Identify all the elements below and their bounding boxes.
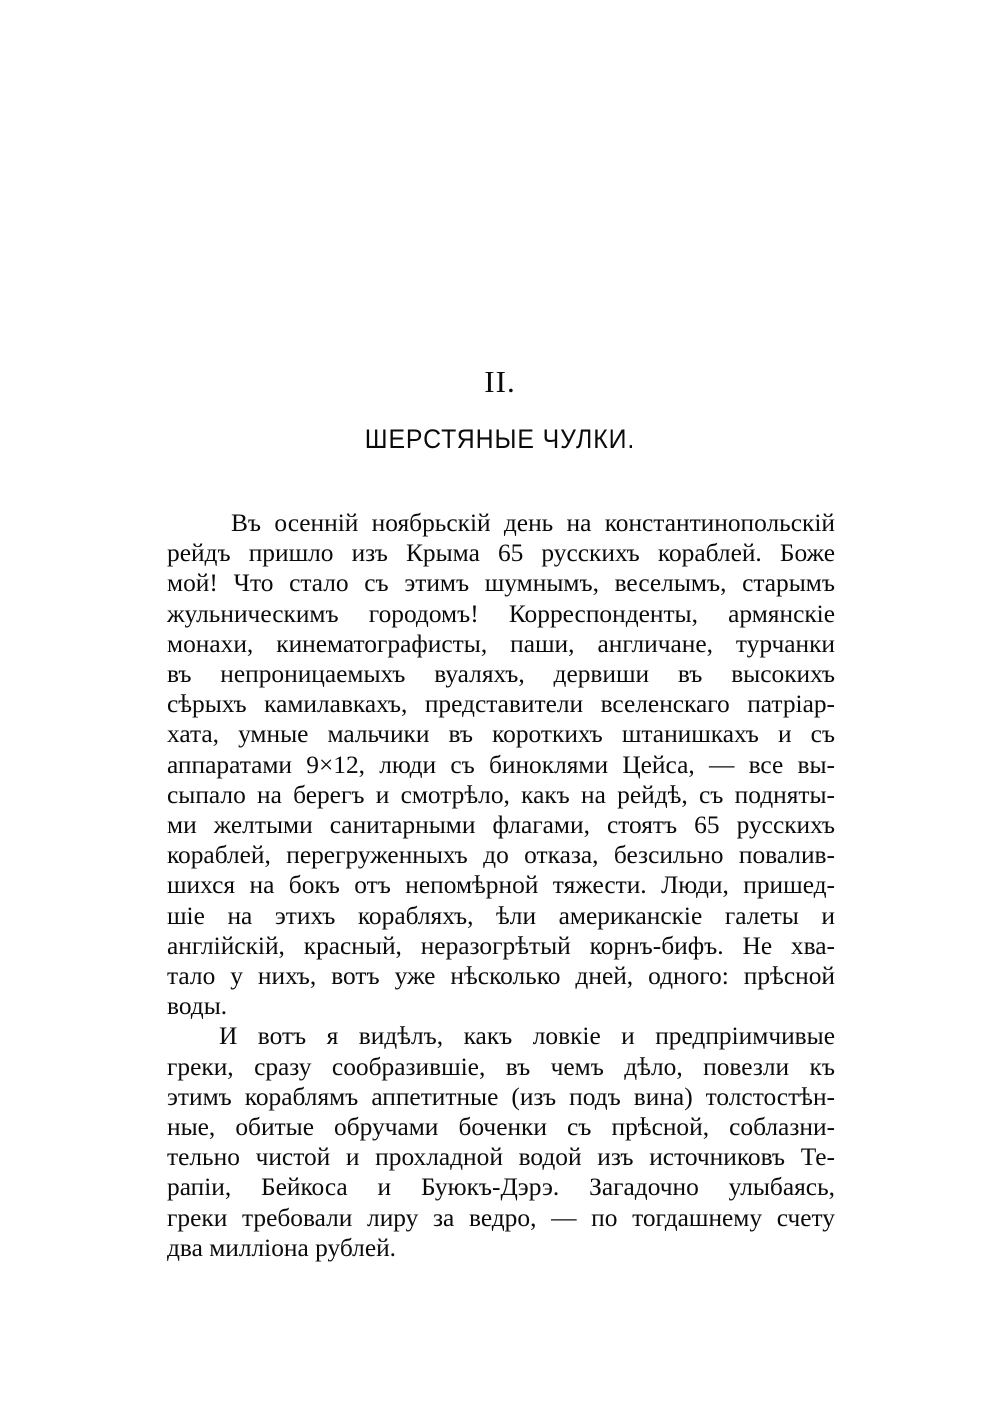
text-line: сѣрыхъ камилавкахъ, представители вселенскаго патріар- — [167, 690, 835, 719]
text-line: шіе на этихъ корабляхъ, ѣли американскіе галеты и — [167, 901, 835, 930]
text-line: тельно чистой и прохладной водой изъ источниковъ Те- — [167, 1143, 835, 1172]
text-line: мой! Что стало съ этимъ шумнымъ, веселымъ, старымъ — [167, 569, 835, 598]
paragraph-2 — [167, 1021, 835, 1263]
text-line: жульническимъ городомъ! Корреспонденты, армянскіе — [167, 599, 835, 628]
text-line: сыпало на берегъ и смотрѣло, какъ на рейдѣ, съ подняты- — [167, 780, 835, 809]
text-line: ные, обитые обручами боченки съ прѣсной, соблазни- — [167, 1113, 835, 1142]
paragraph-1 — [167, 508, 835, 1021]
text-line: ми желтыми санитарными флагами, стоятъ 65 русскихъ — [167, 811, 835, 840]
text-line: греки, сразу сообразившіе, въ чемъ дѣло, повезли къ — [167, 1052, 835, 1081]
text-line: два милліона рублей. — [167, 1233, 397, 1262]
chapter-number: II. — [484, 364, 516, 399]
text-line: греки требовали лиру за ведро, — по тогдашнему счету — [167, 1203, 835, 1232]
text-line: этимъ кораблямъ аппетитные (изъ подъ вина) толстостѣн- — [167, 1082, 835, 1111]
text-line: воды. — [167, 992, 228, 1021]
chapter-title: ШЕРСТЯНЫЕ ЧУЛКИ. — [364, 424, 636, 454]
text-line: англійскій, красный, неразогрѣтый корнъ-бифъ. Не хва- — [167, 931, 835, 960]
text-line: аппаратами 9×12, люди съ биноклями Цейса, — все вы- — [167, 750, 835, 779]
body-text — [167, 508, 835, 1263]
text-line: монахи, кинематографисты, паши, англичане, турчанки — [167, 629, 835, 658]
text-line: шихся на бокъ отъ непомѣрной тяжести. Люди, пришед- — [167, 871, 835, 900]
text-line: И вотъ я видѣлъ, какъ ловкіе и предпріимчивые — [219, 1022, 835, 1051]
text-line: въ непроницаемыхъ вуаляхъ, дервиши въ высокихъ — [167, 660, 835, 689]
text-line: Въ осенній ноябрьскій день на константинопольскій — [231, 509, 835, 537]
text-line: хата, умные мальчики въ короткихъ штанишкахъ и съ — [167, 720, 835, 749]
text-line: рапіи, Бейкоса и Буюкъ-Дэрэ. Загадочно улыбаясь, — [167, 1173, 835, 1202]
text-line: рейдъ пришло изъ Крыма 65 русскихъ кораблей. Боже — [167, 539, 835, 568]
text-line: кораблей, перегруженныхъ до отказа, безсильно повалив- — [167, 841, 835, 870]
text-line: тало у нихъ, вотъ уже нѣсколько дней, одного: прѣсной — [167, 962, 835, 991]
